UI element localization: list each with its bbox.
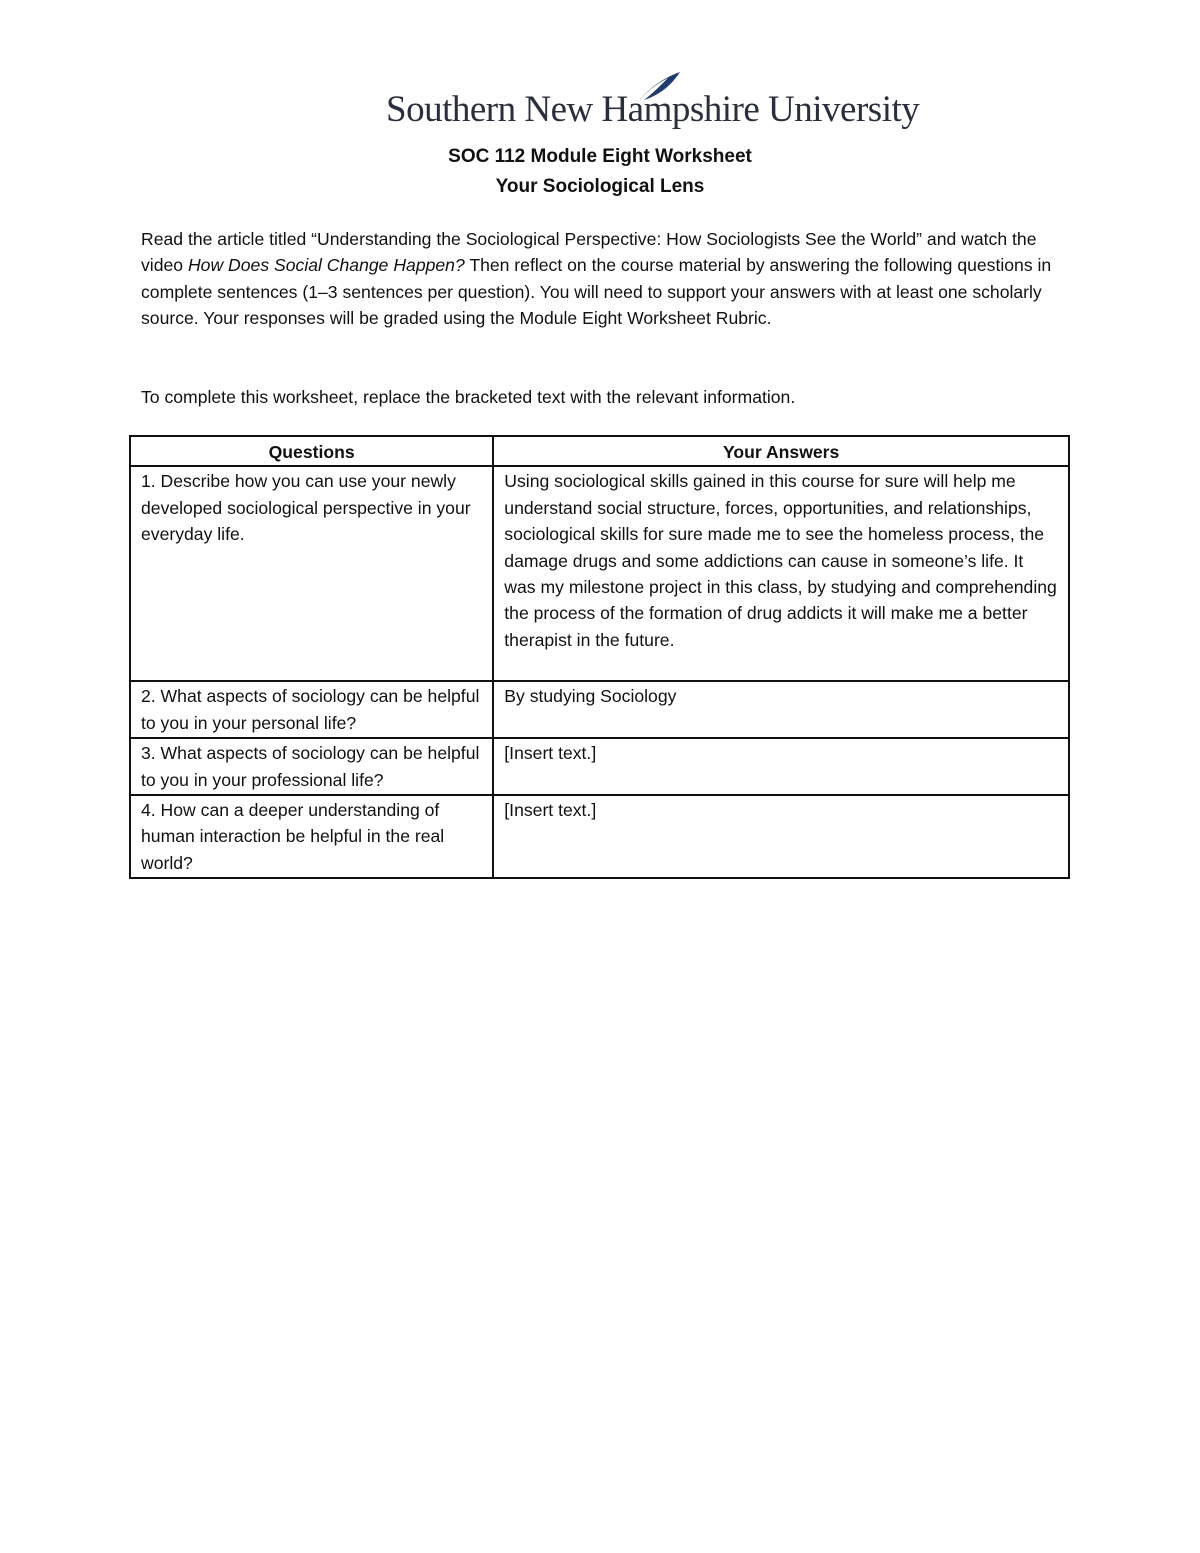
questions-table <box>129 435 1070 879</box>
intro-paragraph <box>141 226 1061 332</box>
intro-text-part1: Read the article titled “Understanding the Sociological Perspective: How Sociologists See the World” and watch the video <box>141 229 1037 276</box>
question-cell: 3. What aspects of sociology can be helpful to you in your professional life? <box>130 738 493 795</box>
logo-wordmark: Southern New Hampshire University <box>386 89 920 130</box>
table-header-row <box>130 436 1069 466</box>
video-title: How Does Social Change Happen? <box>187 255 465 276</box>
table-row <box>130 466 1069 681</box>
table-row <box>130 738 1069 795</box>
answers-header: Your Answers <box>493 436 1069 466</box>
university-logo <box>386 70 920 136</box>
answer-cell[interactable]: By studying Sociology <box>493 681 1069 738</box>
answer-cell[interactable]: Using sociological skills gained in this course for sure will help me understand social structure, forces, opportunities, and relationships, sociological skills for sure made me to see the homeless process, the damage drugs and some addictions can cause in someone’s life. It was my milestone project in this class, by studying and comprehending the process of the formation of drug addicts it will make me a better therapist in the future. <box>493 466 1069 681</box>
question-cell: 1. Describe how you can use your newly developed sociological perspective in your everyday life. <box>130 466 493 681</box>
answer-cell[interactable]: [Insert text.] <box>493 795 1069 878</box>
table-row <box>130 681 1069 738</box>
questions-header: Questions <box>130 436 493 466</box>
answer-cell[interactable]: [Insert text.] <box>493 738 1069 795</box>
question-cell: 4. How can a deeper understanding of human interaction be helpful in the real world? <box>130 795 493 878</box>
worksheet-title: SOC 112 Module Eight Worksheet <box>448 146 752 167</box>
question-cell: 2. What aspects of sociology can be helpful to you in your personal life? <box>130 681 493 738</box>
intro-text-part2: Then reflect on the course material by answering the following questions in complete sentences (1–3 sentences per question). You will need to support your answers with at least one scholarly source. Your responses will be graded using the Module Eight Worksheet Rubric. <box>141 255 1052 329</box>
worksheet-subtitle: Your Sociological Lens <box>495 176 705 197</box>
instruction-paragraph: To complete this worksheet, replace the bracketed text with the relevant information. <box>141 387 796 407</box>
table-row <box>130 795 1069 878</box>
